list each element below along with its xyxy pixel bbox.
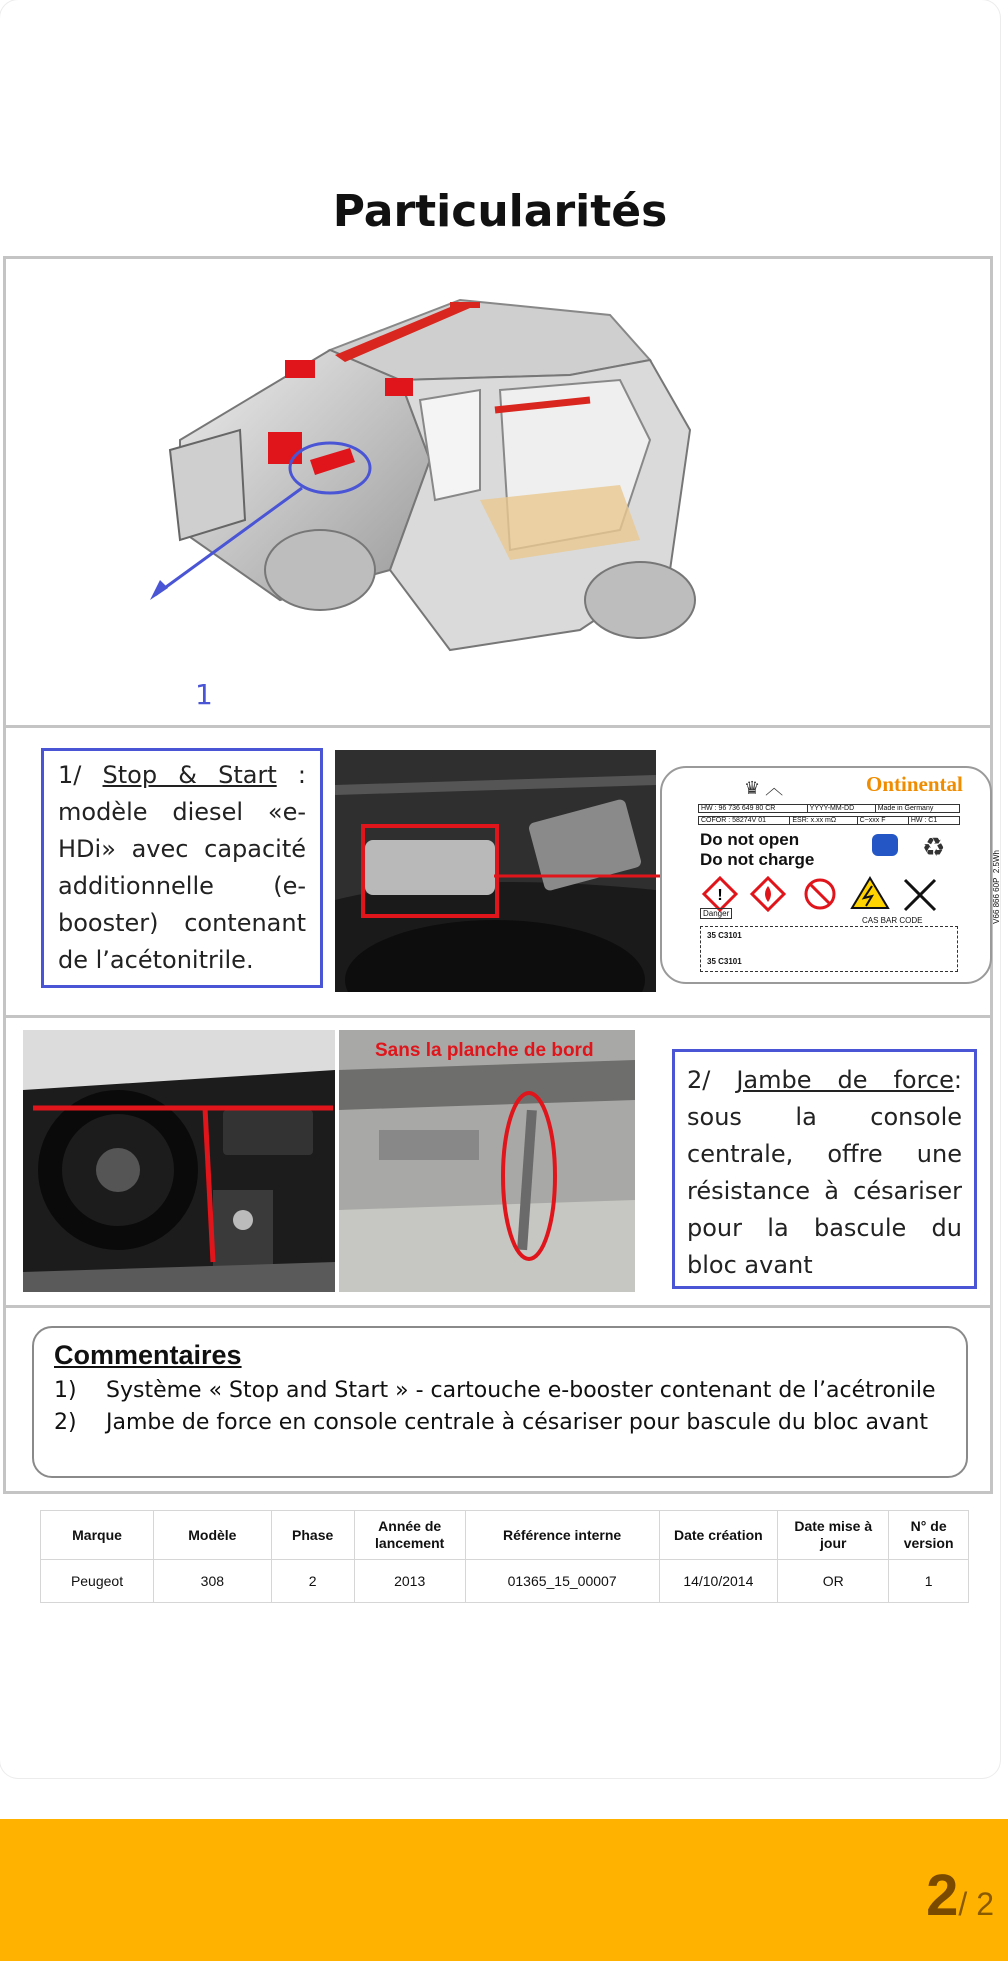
hazard-icons — [700, 874, 940, 914]
section1-body: modèle diesel «e-HDi» avec capacité additionnelle (e-booster) contenant de l’acétonitrile. — [58, 798, 306, 974]
continental-logo: Ontinental — [866, 772, 963, 796]
section1-heading: Stop & Start — [102, 761, 277, 789]
table-header: Année de lancement — [354, 1511, 465, 1560]
divider — [3, 1015, 993, 1018]
section2-colon: : — [953, 1066, 962, 1094]
strut-textbox — [672, 1049, 977, 1289]
table-header: N° de version — [889, 1511, 969, 1560]
table-cell: 308 — [154, 1560, 272, 1603]
page-indicator — [926, 1862, 994, 1929]
footer-bar — [0, 1819, 1008, 1961]
section1-colon: : — [276, 761, 306, 789]
warning-charge: Do not charge — [700, 850, 815, 869]
recycle-icon: ♻ — [922, 832, 946, 862]
side-code: V66 866 60P 2.5Wh — [992, 850, 1001, 924]
table-cell: 1 — [889, 1560, 969, 1603]
table-header: Référence interne — [465, 1511, 659, 1560]
table-cell: 2013 — [354, 1560, 465, 1603]
table-header: Modèle — [154, 1511, 272, 1560]
label-row2: COFOR : 58274V 01 ESR: x.xx mΩ C~xxx F HW : C1 — [698, 816, 960, 825]
cockpit-photo — [23, 1030, 335, 1292]
meta-table — [40, 1510, 969, 1603]
table-header: Date création — [659, 1511, 778, 1560]
page-title: Particularités — [332, 186, 668, 237]
peugeot-icon: ♛ ︿ — [744, 778, 784, 798]
comments-box — [32, 1326, 968, 1478]
stop-start-textbox — [41, 748, 323, 988]
barcode-title: CAS BAR CODE — [862, 916, 923, 925]
barcode-area: 35 C3101 35 C3101 — [700, 926, 958, 972]
danger-tag: Danger — [700, 908, 732, 919]
divider — [3, 725, 993, 728]
table-cell: 01365_15_00007 — [465, 1560, 659, 1603]
table-cell: 14/10/2014 — [659, 1560, 778, 1603]
car-body-illustration — [150, 270, 830, 725]
table-cell: Peugeot — [41, 1560, 154, 1603]
table-row — [41, 1560, 969, 1603]
pointer-arrow — [494, 864, 686, 888]
total-pages: / 2 — [958, 1886, 994, 1922]
callout-number: 1 — [195, 678, 213, 711]
svg-text:!: ! — [717, 887, 723, 904]
table-cell: OR — [778, 1560, 889, 1603]
table-header: Date mise à jour — [778, 1511, 889, 1560]
table-header-row — [41, 1511, 969, 1560]
section2-body: sous la console centrale, offre une résistance à césariser pour la bascule du bloc avant — [687, 1103, 962, 1279]
divider — [3, 1305, 993, 1308]
table-header: Marque — [41, 1511, 154, 1560]
photo-caption: Sans la planche de bord — [375, 1040, 594, 1061]
comment-item: 2) Jambe de force en console centrale à césariser pour bascule du bloc avant — [54, 1410, 928, 1435]
label-row1: HW : 96 736 649 80 CR YYYY-MM-DD Made in Germany — [698, 804, 960, 813]
table-header: Phase — [271, 1511, 354, 1560]
current-page: 2 — [926, 1863, 959, 1928]
warning-open: Do not open — [700, 830, 800, 849]
comments-title: Commentaires — [54, 1340, 242, 1370]
section2-prefix: 2/ — [687, 1066, 711, 1094]
manual-icon — [872, 834, 898, 856]
strut-photo — [339, 1030, 635, 1292]
section1-prefix: 1/ — [58, 761, 82, 789]
section2-heading: Jambe de force — [736, 1066, 954, 1094]
ebooster-label — [660, 766, 1001, 984]
table-cell: 2 — [271, 1560, 354, 1603]
comment-item: 1) Système « Stop and Start » - cartouche e-booster contenant de l’acétronile — [54, 1378, 936, 1403]
